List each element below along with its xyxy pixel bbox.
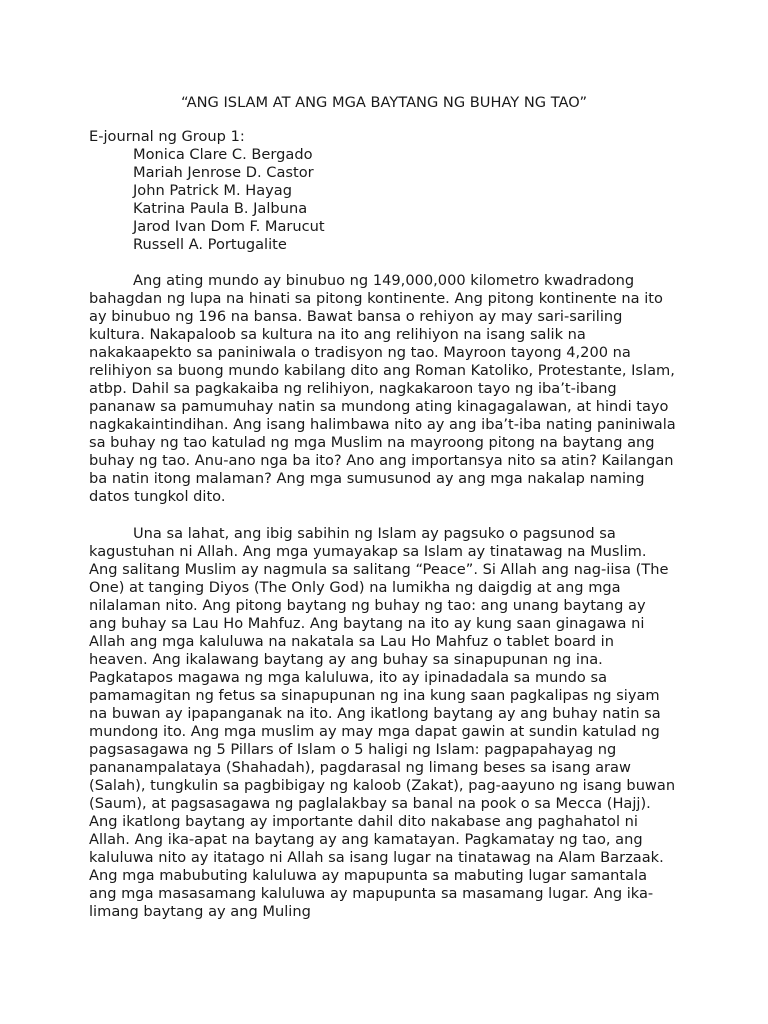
group-intro bbox=[89, 128, 689, 254]
body-paragraph-2: Una sa lahat, ang ibig sabihin ng Islam ay pagsuko o pagsunod sa kagustuhan ni Allah. Ang mga yumayakap sa Islam ay tinatawag na Muslim. Ang salitang Muslim ay nagmula sa salitang “Peace”. Si Allah ang nag-iisa (The One) at tanging Diyos (The Only God) na lumikha ng daigdig at ang mga nilalaman nito. Ang pitong baytang ng buhay ng tao: ang unang baytang ay ang buhay sa Lau Ho Mahfuz. Ang baytang na ito ay kung saan ginagawa ni Allah ang mga kaluluwa na nakatala sa Lau Ho Mahfuz o tablet board in heaven. Ang ikalawang baytang ay ang buhay sa sinapupunan ng ina. Pagkatapos magawa ng mga kaluluwa, ito ay ipinadadala sa mundo sa pamamagitan ng fetus sa sinapupunan ng ina kung saan pagkalipas ng siyam na buwan ay ipapanganak na ito. Ang ikatlong baytang ay ang buhay natin sa mundong ito. Ang mga muslim ay may mga dapat gawin at sundin katulad ng pagsasagawa ng 5 Pillars of Islam o 5 haligi ng Islam: pagpapahayag ng pananampalataya (Shahadah), pagdarasal ng limang beses sa isang araw (Salah), tungkulin sa pagbibigay ng kaloob (Zakat), pag-aayuno ng isang buwan (Saum), at pagsasagawa ng paglalakbay sa banal na pook o sa Mecca (Hajj). Ang ikatlong baytang ay importante dahil dito nakabase ang paghahatol ni Allah. Ang ika-apat na baytang ay ang kamatayan. Pagkamatay ng tao, ang kaluluwa nito ay itatago ni Allah sa isang lugar na tinatawag na Alam Barzaak. Ang mga mabubuting kaluluwa ay mapupunta sa mabuting lugar samantala ang mga masasamang kaluluwa ay mapupunta sa masamang lugar. Ang ika-limang baytang ay ang Muling bbox=[89, 525, 676, 920]
body-paragraph-1: Ang ating mundo ay binubuo ng 149,000,000 kilometro kwadradong bahagdan ng lupa na hinati sa pitong kontinente. Ang pitong kontinente na ito ay binubuo ng 196 na bansa. Bawat bansa o rehiyon ay may sari-sariling kultura. Nakapaloob sa kultura na ito ang relihiyon na isang salik na nakakaapekto sa paniniwala o tradisyon ng tao. Mayroon tayong 4,200 na relihiyon sa buong mundo kabilang dito ang Roman Katoliko, Protestante, Islam, atbp. Dahil sa pagkakaiba ng relihiyon, nagkakaroon tayo ng iba’t-ibang pananaw sa pamumuhay natin sa mundong ating kinagagalawan, at hindi tayo nagkakaintindihan. Ang isang halimbawa nito ay ang iba’t-iba nating paniniwala sa buhay ng tao katulad ng mga Muslim na mayroong pitong na baytang ang buhay ng tao. Anu-ano nga ba ito? Ano ang importansya nito sa atin? Kailangan ba natin itong malaman? Ang mga sumusunod ay ang mga nakalap naming datos tungkol dito. bbox=[89, 272, 676, 505]
member-name: John Patrick M. Hayag bbox=[133, 182, 292, 199]
member-name: Jarod Ivan Dom F. Marucut bbox=[133, 218, 325, 235]
document-title: “ANG ISLAM AT ANG MGA BAYTANG NG BUHAY NG TAO” bbox=[180, 94, 588, 111]
member-list bbox=[89, 146, 689, 254]
member-name: Mariah Jenrose D. Castor bbox=[133, 164, 314, 181]
member-name: Katrina Paula B. Jalbuna bbox=[133, 200, 308, 217]
member-name: Russell A. Portugalite bbox=[133, 236, 287, 253]
member-name: Monica Clare C. Bergado bbox=[133, 146, 313, 163]
group-label: E-journal ng Group 1: bbox=[89, 128, 245, 145]
